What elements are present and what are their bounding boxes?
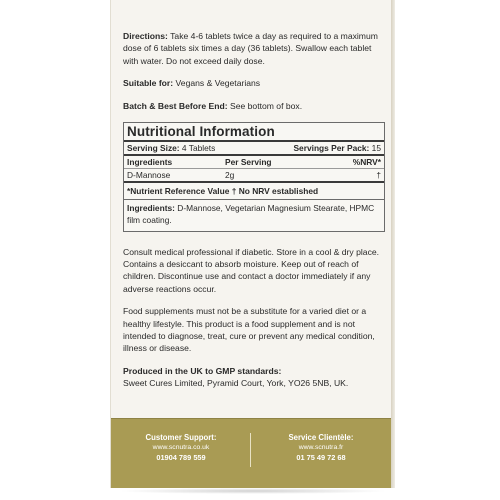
produced-info [123, 365, 385, 390]
directions-text: Take 4-6 tablets twice a day as required to a maximum dose of 6 tablets six times a day (36 tablets). Swallow each tablet with water. Do not exceed daily dose. [123, 31, 378, 66]
support-footer [111, 418, 391, 488]
ingredients-label: Ingredients: [127, 203, 175, 214]
suitable-text: Vegans & Vegetarians [175, 78, 261, 89]
header-ingredients: Ingredients [127, 156, 173, 167]
nutrition-table [123, 122, 385, 232]
row-nrv: † [376, 169, 381, 180]
customer-support-url[interactable]: www.scnutra.co.uk [152, 444, 210, 451]
customer-support [121, 433, 241, 463]
servings-per-pack-value: 15 [371, 142, 381, 153]
suitable-label: Suitable for: [123, 78, 174, 89]
customer-support-label: Customer Support: [145, 433, 217, 442]
customer-support-phone: 01904 789 559 [156, 453, 206, 462]
label-content [123, 30, 385, 400]
suitable-for [123, 77, 385, 89]
header-per-serving: Per Serving [225, 156, 272, 167]
service-clientele-phone: 01 75 49 72 68 [296, 453, 346, 462]
header-nrv: %NRV* [352, 156, 381, 167]
batch-text: See bottom of box. [229, 100, 303, 111]
servings-per-pack-label: Servings Per Pack: [293, 142, 370, 153]
serving-size-value: 4 Tablets [181, 142, 216, 153]
directions-label: Directions: [123, 31, 168, 41]
ingredients-text: D-Mannose, Vegetarian Magnesium Stearate, HPMC film coating. [127, 203, 375, 225]
service-clientele-url[interactable]: www.scnutra.fr [298, 444, 344, 451]
service-clientele-label: Service Clientèle: [288, 433, 354, 442]
nutrition-title: Nutritional Information [124, 123, 384, 142]
batch-label: Batch & Best Before End: [123, 100, 228, 111]
directions [123, 30, 385, 67]
table-row [124, 169, 384, 183]
row-ingredient: D-Mannose [127, 169, 171, 180]
supplement-notice: Food supplements must not be a substitute for a varied diet or a healthy lifestyle. This product is a food supplement and is not intended to diagnose, treat, cure or prevent any medical condition, illness or disease. [123, 306, 375, 354]
produced-label: Produced in the UK to GMP standards: [123, 365, 282, 376]
serving-row [124, 142, 384, 156]
box-side-edge [391, 0, 395, 488]
nutrition-header-row [124, 156, 384, 170]
row-per-serving: 2g [225, 169, 235, 180]
warnings: Consult medical professional if diabetic. Store in a cool & dry place. Contains a desiccant to absorb moisture. Keep out of reach of children. Discontinue use and contact a doctor immediately if any adverse reactions occur. [123, 246, 380, 294]
produced-address: Sweet Cures Limited, Pyramid Court, York, YO26 5NB, UK. [123, 378, 349, 389]
service-clientele [261, 433, 381, 463]
serving-size-label: Serving Size: [127, 142, 180, 153]
footer-divider [250, 433, 251, 467]
ingredients-list [124, 200, 384, 230]
batch-info [123, 100, 385, 112]
nrv-note: *Nutrient Reference Value † No NRV established [124, 183, 384, 200]
box-shadow [118, 488, 388, 494]
